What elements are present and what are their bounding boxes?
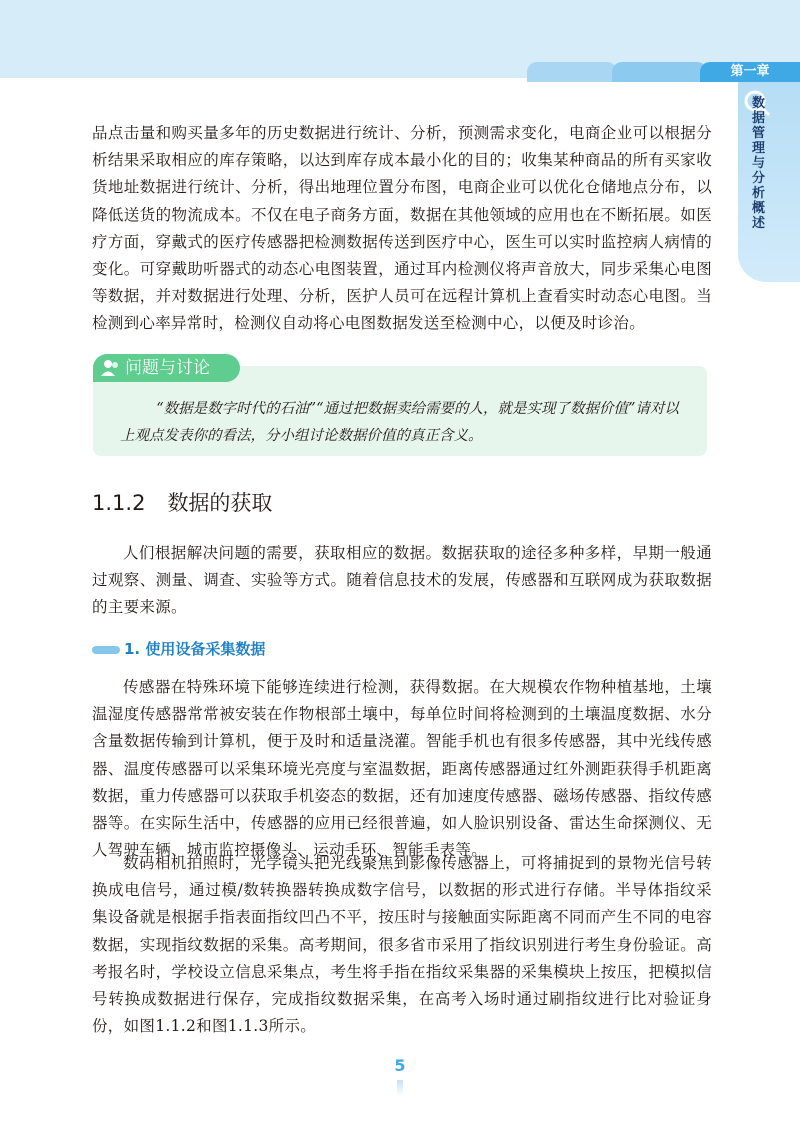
body-paragraph: 数码相机拍照时，光学镜头把光线聚焦到影像传感器上，可将捕捉到的景物光信号转换成电信号，通过模/数转换器转换成数字信号，以数据的形式进行存储。半导体指纹采集设备就是根据手指表面指纹凹凸不平，按压时与接触面实际距离不同而产生不同的电容数据，实现指纹数据的采集。高考期间，很多省市采用了指纹识别进行考生身份验证。高考报名时，学校设立信息采集点，考生将手指在指纹采集器的采集模块上按压，把模拟信号转换成数据进行保存，完成指纹数据采集，在高考入场时通过刷指纹进行比对验证身份，如图1.1.2和图1.1.3所示。 xyxy=(92,854,712,1036)
subsection-title: 1. 使用设备采集数据 xyxy=(124,640,266,658)
section-intro: 人们根据解决问题的需要，获取相应的数据。数据获取的途径多种多样，早期一般通过观察、测量、调查、实验等方式。随着信息技术的发展，传感器和互联网成为获取数据的主要来源。 xyxy=(92,544,712,617)
page-number: 5 xyxy=(394,1056,406,1075)
header-tab-decor xyxy=(527,62,617,82)
page-number-decor xyxy=(397,1080,403,1096)
section-title: 数据的获取 xyxy=(167,491,273,515)
subsection-marker xyxy=(92,646,120,654)
section-heading xyxy=(92,487,272,517)
body-paragraph: 传感器在特殊环境下能够连续进行检测，获得数据。在大规模农作物种植基地，土壤温湿度传感器常常被安装在作物根部土壤中，每单位时间将检测到的土壤温度数据、水分含量数据传输到计算机，便于及时和适量浇灌。智能手机也有很多传感器，其中光线传感器、温度传感器可以采集环境光亮度与室温数据，距离传感器通过红外测距获得手机距离数据，重力传感器可以获取手机姿态的数据，还有加速度传感器、磁场传感器、指纹传感器等。在实际生活中，传感器的应用已经很普遍，如人脸识别设备、雷达生命探测仪、无人驾驶车辆、城市监控摄像头、运动手环、智能手表等。 xyxy=(92,678,712,860)
chapter-tab: 第一章 xyxy=(700,62,800,82)
people-icon xyxy=(101,359,121,377)
discussion-label-text: 问题与讨论 xyxy=(125,358,210,378)
header-tab-decor xyxy=(612,62,707,82)
discussion-label xyxy=(93,354,240,382)
side-chapter-title: 数据管理与分析概述 xyxy=(752,96,766,231)
discussion-text: “数据是数字时代的石油”“通过把数据卖给需要的人，就是实现了数据价值”请对以上观点发表你的看法，分小组讨论数据价值的真正含义。 xyxy=(120,401,679,444)
body-paragraph: 品点击量和购买量多年的历史数据进行统计、分析，预测需求变化，电商企业可以根据分析结果采取相应的库存策略，以达到库存成本最小化的目的；收集某种商品的所有买家收货地址数据进行统计、分析，得出地理位置分布图，电商企业可以优化仓储地点分布，以降低送货的物流成本。不仅在电子商务方面，数据在其他领域的应用也在不断拓展。如医疗方面，穿戴式的医疗传感器把检测数据传送到医疗中心，医生可以实时监控病人病情的变化。可穿戴助听器式的动态心电图装置，通过耳内检测仪将声音放大，同步采集心电图等数据，并对数据进行处理、分析，医护人员可在远程计算机上查看实时动态心电图。当检测到心率异常时，检测仪自动将心电图数据发送至检测中心，以便及时诊治。 xyxy=(92,124,712,333)
section-number: 1.1.2 xyxy=(92,491,146,515)
